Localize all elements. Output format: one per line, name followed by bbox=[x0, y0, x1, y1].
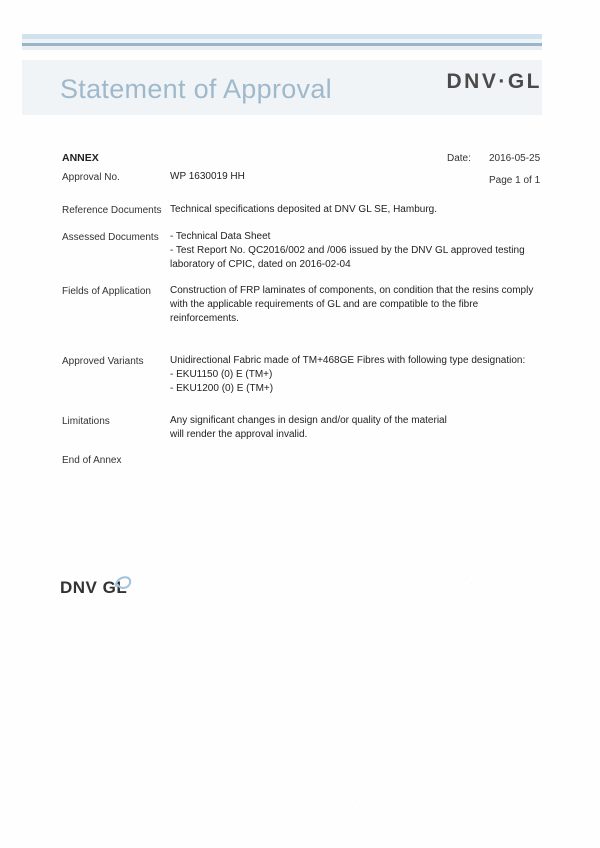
field-value-line: Unidirectional Fabric made of TM+468GE Fibres with following type designation: bbox=[170, 355, 526, 366]
field-value-line: - Test Report No. QC2016/002 and /006 issued by the DNV GL approved testing bbox=[170, 245, 525, 256]
row-spacer bbox=[62, 344, 542, 354]
field-row bbox=[62, 354, 542, 396]
field-row bbox=[62, 203, 542, 218]
field-label: Reference Documents bbox=[62, 205, 162, 216]
field-value-line: with the applicable requirements of GL and are compatible to the fibre reinforcements. bbox=[170, 299, 479, 324]
end-of-annex-text: End of Annex bbox=[62, 455, 122, 466]
row-spacer bbox=[62, 398, 542, 414]
field-label: Assessed Documents bbox=[62, 232, 159, 243]
field-label: Approval No. bbox=[62, 172, 120, 183]
header-bar-grey bbox=[22, 46, 542, 50]
field-value bbox=[170, 170, 542, 185]
field-value-line: will render the approval invalid. bbox=[170, 429, 308, 440]
field-value-line: Any significant changes in design and/or quality of the material bbox=[170, 415, 447, 426]
date-value: 2016-05-25 bbox=[489, 153, 541, 164]
field-value-line: laboratory of CPIC, dated on 2016-02-04 bbox=[170, 259, 351, 270]
field-value bbox=[170, 354, 542, 396]
field-value-line: WP 1630019 HH bbox=[170, 171, 245, 182]
row-spacer bbox=[62, 274, 542, 284]
field-label: Fields of Application bbox=[62, 286, 151, 297]
field-label: Limitations bbox=[62, 416, 110, 427]
field-value-line: Technical specifications deposited at DNV GL SE, Hamburg. bbox=[170, 204, 437, 215]
field-value bbox=[170, 414, 542, 442]
date-label: Date: bbox=[447, 153, 471, 164]
field-row bbox=[62, 414, 542, 442]
row-spacer bbox=[62, 220, 542, 230]
header-decorative-bars bbox=[22, 34, 542, 50]
field-row bbox=[62, 170, 542, 185]
page-title: Statement of Approval bbox=[60, 74, 332, 104]
field-value bbox=[170, 284, 542, 326]
field-row bbox=[62, 284, 542, 326]
field-value-line: Construction of FRP laminates of components, on condition that the resins comply bbox=[170, 285, 534, 296]
faint-paper-mark: · bbox=[355, 795, 358, 805]
row-spacer bbox=[62, 187, 542, 203]
field-value-line: - EKU1200 (0) E (TM+) bbox=[170, 383, 274, 394]
annex-heading: ANNEX bbox=[62, 152, 99, 164]
field-value bbox=[170, 203, 542, 218]
dnv-gl-swoosh-icon bbox=[113, 570, 135, 592]
field-value bbox=[170, 230, 542, 272]
footer-logo-text: DNV GL bbox=[60, 578, 128, 597]
field-value-line: - Technical Data Sheet bbox=[170, 231, 271, 242]
field-label: Approved Variants bbox=[62, 356, 144, 367]
dnv-gl-logo: DNV·GL bbox=[446, 70, 542, 93]
row-spacer bbox=[62, 328, 542, 344]
page-indicator: Page 1 of 1 bbox=[489, 175, 541, 186]
field-list bbox=[62, 170, 542, 444]
field-value-line: - EKU1150 (0) E (TM+) bbox=[170, 369, 273, 380]
field-row bbox=[62, 230, 542, 272]
faint-paper-mark: · bbox=[470, 578, 473, 588]
